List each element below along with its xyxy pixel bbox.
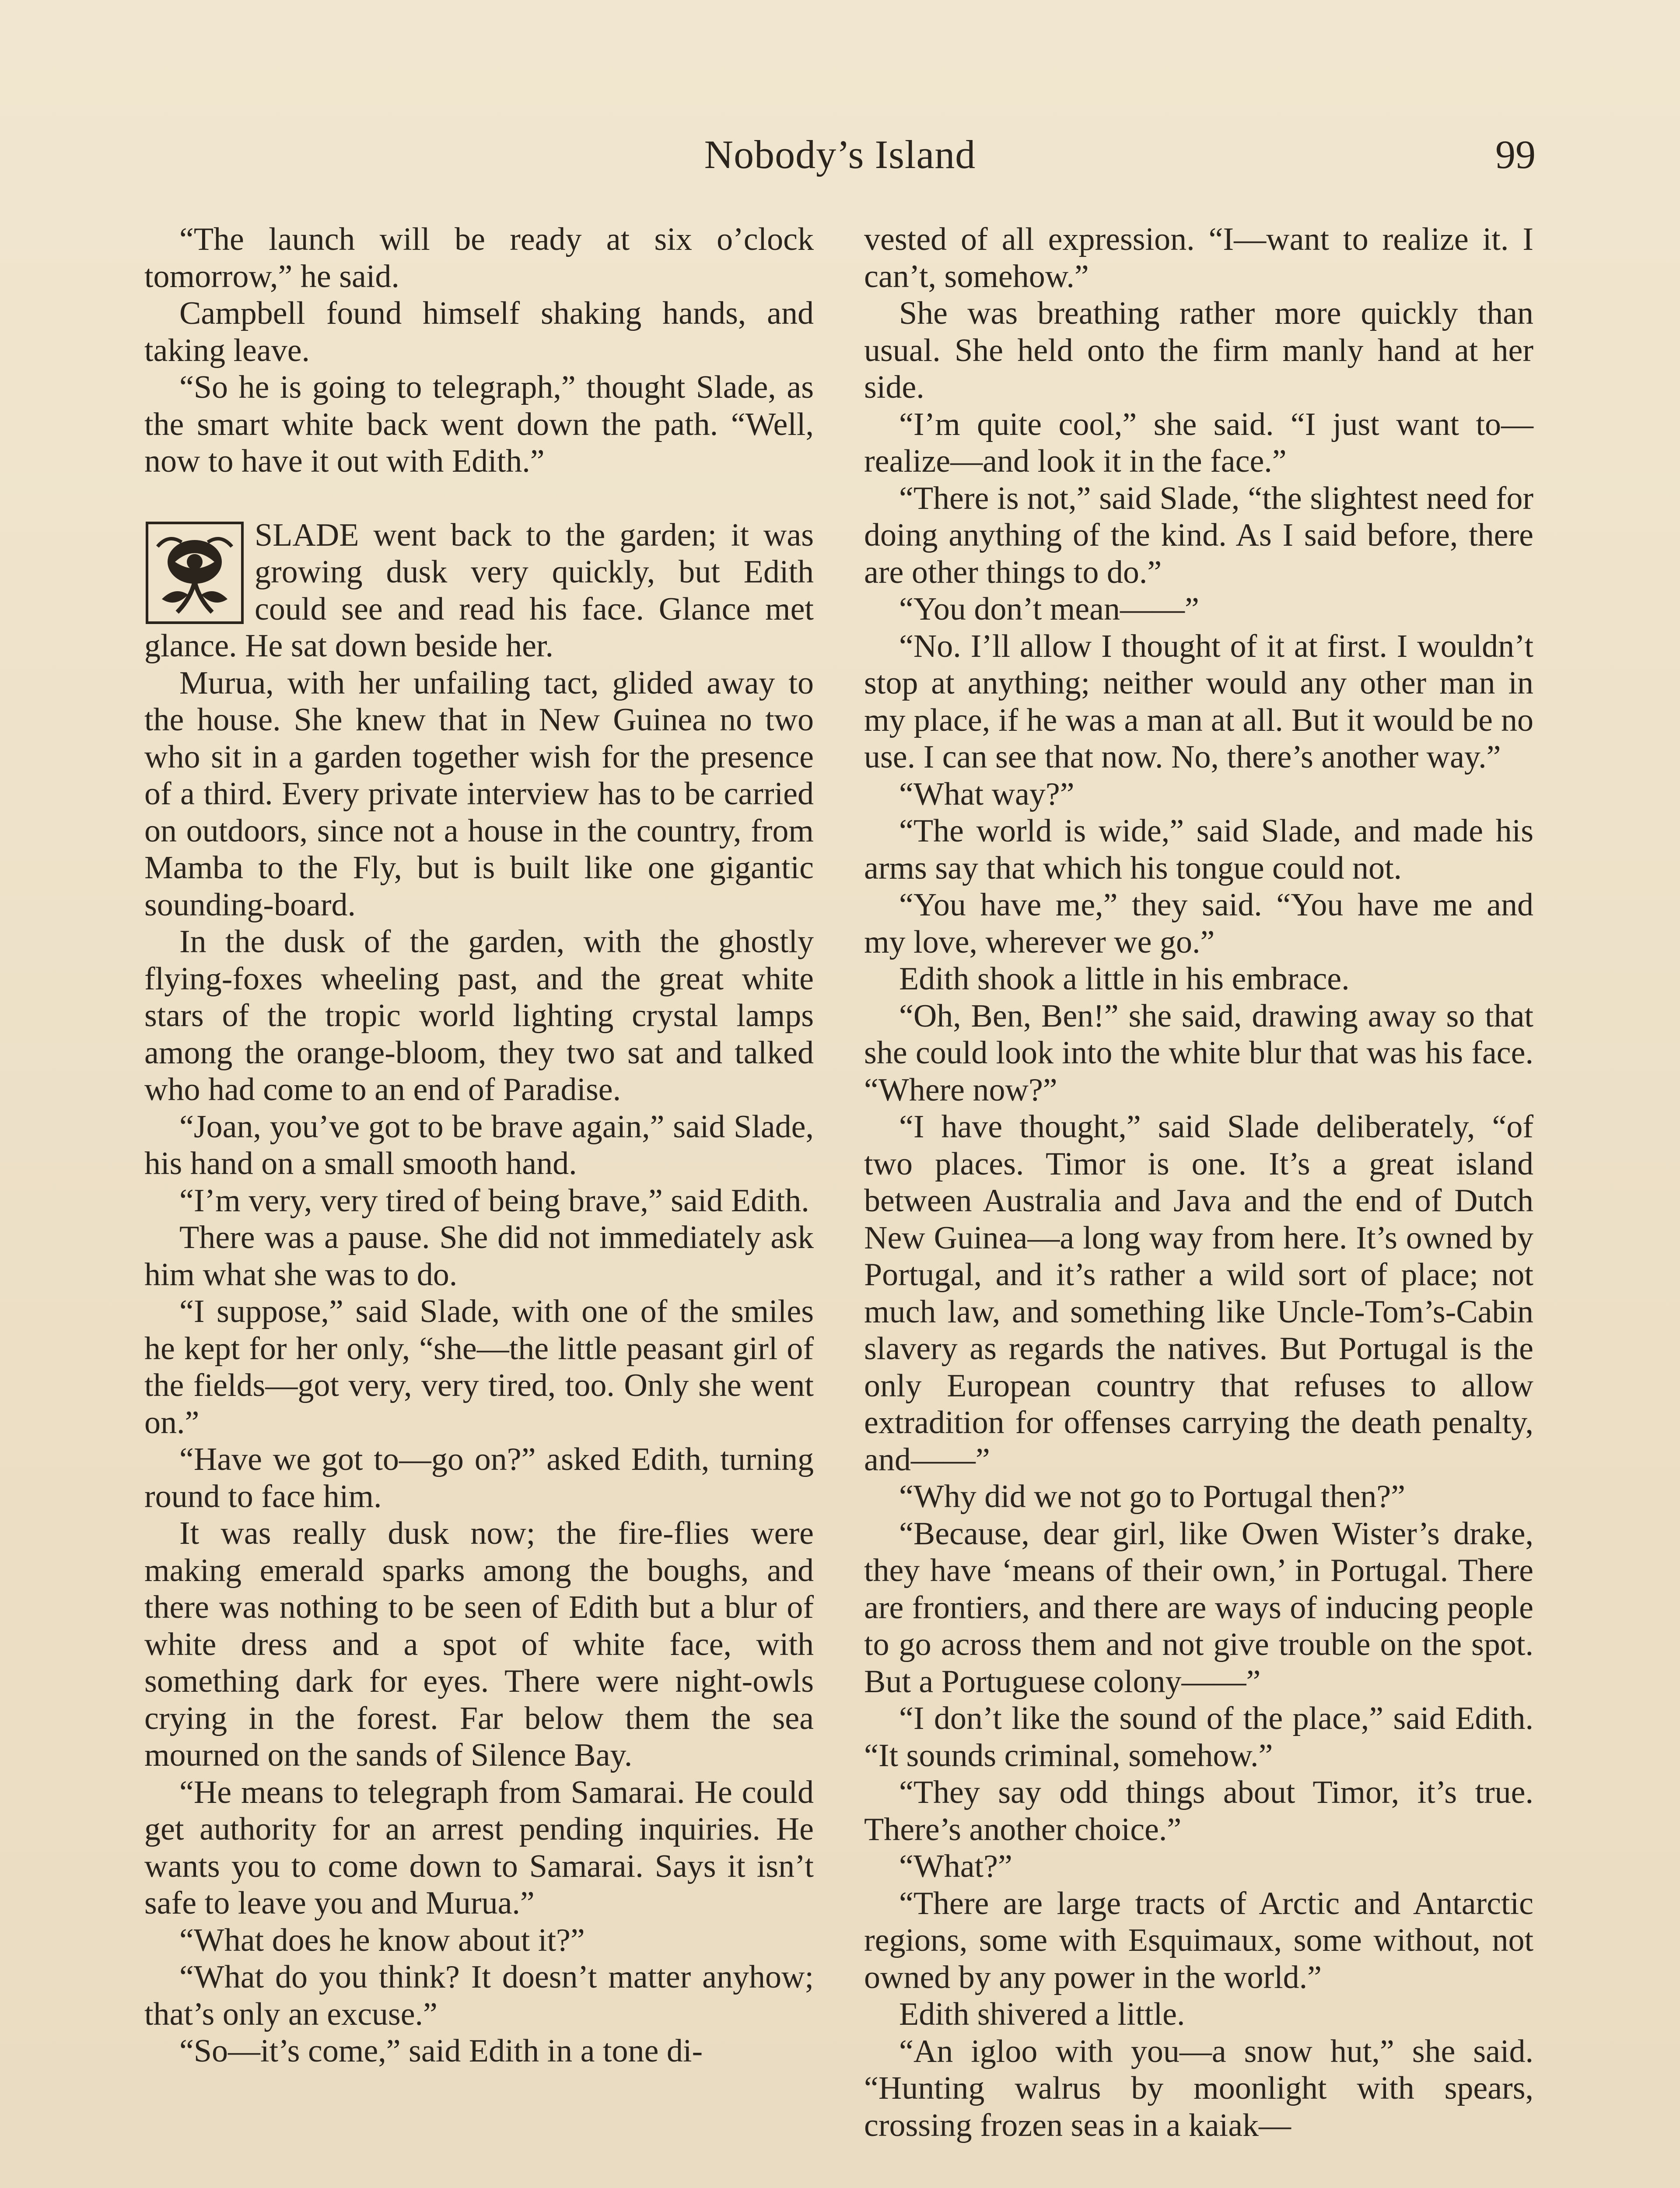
paragraph: “What?” (899, 1848, 1012, 1884)
paragraph: There was a pause. She did not immediately ask him what she was to do. (144, 1220, 814, 1293)
paragraph: “I’m very, very tired of being brave,” said Edith. (179, 1182, 809, 1219)
paragraph: “Why did we not go to Portugal then?” (899, 1479, 1406, 1515)
page-header (144, 127, 1536, 193)
paragraph: “The world is wide,” said Slade, and made his arms say that which his tongue could not. (864, 813, 1533, 886)
paragraph: “I’m quite cool,” she said. “I just want to—realize—and look it in the face.” (864, 406, 1533, 479)
paragraph: “An igloo with you—a snow hut,” she said. “Hunting walrus by moonlight with spears, crossing frozen seas in a kaiak— (864, 2033, 1533, 2143)
paragraph: “What do you think? It doesn’t matter anyhow; that’s only an excuse.” (144, 1959, 814, 2032)
paragraph: “I have thought,” said Slade deliberately, “of two places. Timor is one. It’s a great island between Australia and Java and the end of Dutch New Guinea—a long way from here. It’s owned by Portugal, and it’s rather a wild sort of place; not much law, and something like Uncle-Tom’s-Cabin slavery as regards the natives. But Portugal is the only European country that refuses to allow extradition for offenses carrying the death penalty, and——” (864, 1109, 1533, 1478)
paragraph: “Have we got to—go on?” asked Edith, turning round to face him. (144, 1441, 814, 1515)
paragraph: “Oh, Ben, Ben!” she said, drawing away so that she could look into the white blur that was his face. “Where now?” (864, 998, 1533, 1108)
paragraph: “So—it’s come,” said Edith in a tone di- (179, 2033, 703, 2069)
paragraph: It was really dusk now; the fire-flies were making emerald sparks among the boughs, and there was nothing to be seen of Edith but a blur of white dress and a spot of white face, with something dark for eyes. There were night-owls crying in the forest. Far below them the sea mourned on the sands of Silence Bay. (144, 1515, 814, 1773)
paragraph: “The launch will be ready at six o’clock tomorrow,” he said. (144, 221, 814, 295)
paragraph: Edith shook a little in his embrace. (899, 961, 1350, 997)
paragraph: “What way?” (899, 776, 1074, 812)
paragraph: “I don’t like the sound of the place,” said Edith. “It sounds criminal, somehow.” (864, 1701, 1533, 1774)
paragraph: “You don’t mean——” (899, 591, 1199, 627)
section-opening-paragraph (144, 517, 814, 665)
paragraph: Campbell found himself shaking hands, and taking leave. (144, 295, 814, 368)
paragraph-text: SLADE went back to the garden; it was growing dusk very quickly, but Edith could see and read his face. Glance met glance. He sat down beside her. (144, 517, 814, 664)
paragraph: In the dusk of the garden, with the ghostly flying-foxes wheeling past, and the great white stars of the tropic world lighting crystal lamps among the orange-bloom, they two sat and talked who had come to an end of Paradise. (144, 924, 814, 1108)
page-number: 99 (1495, 132, 1536, 177)
running-title: Nobody’s Island (704, 132, 976, 177)
paragraph: “They say odd things about Timor, it’s true. There’s another choice.” (864, 1774, 1533, 1848)
paragraph: “Joan, you’ve got to be brave again,” said Slade, his hand on a small smooth hand. (144, 1108, 814, 1182)
left-column (144, 221, 814, 2070)
drop-cap-ornament-icon (144, 520, 245, 625)
right-column (864, 221, 1533, 2144)
paragraph: “I suppose,” said Slade, with one of the smiles he kept for her only, “she—the little peasant girl of the fields—got very, very tired, too. Only she went on.” (144, 1294, 814, 1441)
paragraph: “You have me,” they said. “You have me and my love, wherever we go.” (864, 887, 1533, 960)
paragraph: “He means to telegraph from Samarai. He could get authority for an arrest pending inquiries. He wants you to come down to Samarai. Says it isn’t safe to leave you and Murua.” (144, 1774, 814, 1921)
paragraph: “There is not,” said Slade, “the slightest need for doing anything of the kind. As I said before, there are other things to do.” (864, 480, 1533, 590)
paragraph: “There are large tracts of Arctic and Antarctic regions, some with Esquimaux, some without, not owned by any power in the world.” (864, 1885, 1533, 1995)
paragraph: She was breathing rather more quickly than usual. She held onto the firm manly hand at her side. (864, 295, 1533, 405)
continued-paragraph: vested of all expression. “I—want to realize it. I can’t, somehow.” (864, 221, 1533, 295)
rose-ornament-icon (144, 520, 245, 625)
paragraph: “So he is going to telegraph,” thought Slade, as the smart white back went down the path. “Well, now to have it out with Edith.” (144, 369, 814, 479)
paragraph: “No. I’ll allow I thought of it at first. I wouldn’t stop at anything; neither would any other man in my place, if he was a man at all. But it would be no use. I can see that now. No, there’s another way.” (864, 628, 1533, 775)
paragraph: “What does he know about it?” (179, 1922, 585, 1958)
paragraph: Murua, with her unfailing tact, glided away to the house. She knew that in New Guinea no two who sit in a garden together wish for the presence of a third. Every private interview has to be carried on outdoors, since not a house in the country, from Mamba to the Fly, but is built like one gigantic sounding-board. (144, 665, 814, 923)
paragraph: Edith shivered a little. (899, 1996, 1185, 2032)
paragraph: “Because, dear girl, like Owen Wister’s drake, they have ‘means of their own,’ in Portugal. There are frontiers, and there are ways of inducing people to go across them and not give trouble on the spot. But a Portuguese colony——” (864, 1515, 1533, 1700)
